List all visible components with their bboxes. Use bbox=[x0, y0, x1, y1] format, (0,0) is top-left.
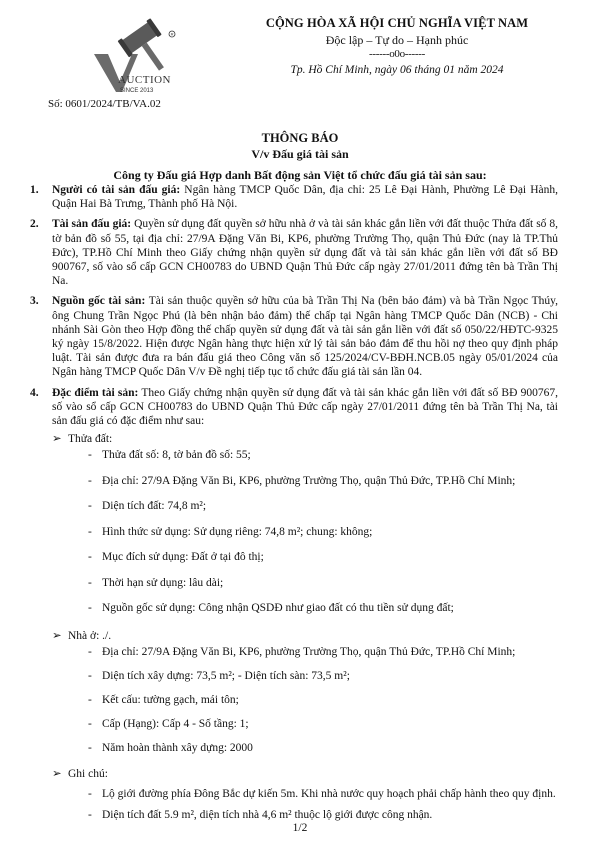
document-title: THÔNG BÁO bbox=[261, 131, 339, 145]
logo-wordmark: AUCTION bbox=[118, 74, 171, 86]
ghi-chu-heading: ➢ Ghi chú: bbox=[52, 768, 108, 781]
svg-text:R: R bbox=[170, 31, 174, 37]
place-date: Tp. Hồ Chí Minh, ngày 06 tháng 01 năm 2024 bbox=[290, 64, 504, 76]
section-text: Ngân hàng TMCP Quốc Dân, địa chỉ: 25 Lê Đại Hành, Phường Lê Đại Hành, Quận Hai Bà Trưng, Thành phố Hà Nội. bbox=[52, 184, 558, 211]
list-item: - Địa chỉ: 27/9A Đặng Văn Bi, KP6, phường Trường Thọ, quận Thủ Đức, TP.Hồ Chí Minh; bbox=[88, 646, 516, 659]
arrow-bullet-icon: ➢ bbox=[52, 768, 62, 781]
section-number: 3. bbox=[30, 295, 39, 308]
section-3 bbox=[30, 294, 558, 379]
section-text: Quyền sử dụng đất quyền sở hữu nhà ở và tài sản khác gắn liền với đất thuộc Thửa đất số 8, tờ bản đồ số 55, tại địa chỉ: 27/9A Đặng Văn Bi, KP6, phường Trường Thọ, quận Thủ Đức (nay là TP.Thủ Đức), TP.Hồ Chí Minh theo Giấy chứng nhận quyền sử dụng đất và tài sản khác gắn liền với đất số BĐ 900767, số vào sổ cấp GCN CH00783 do UBND Quận Thủ Đức cấp ngày 27/01/2011 đứng tên bà Trần Thị Na. bbox=[52, 218, 558, 288]
thua-dat-list bbox=[88, 446, 558, 625]
page-number: 1/2 bbox=[292, 822, 308, 834]
motto: Độc lập – Tự do – Hạnh phúc bbox=[325, 33, 469, 47]
section-1 bbox=[30, 183, 558, 211]
section-label: Nguồn gốc tài sản: bbox=[52, 295, 146, 308]
list-item: - Kết cấu: tường gạch, mái tôn; bbox=[88, 694, 239, 707]
logo-since: SINCE 2013 bbox=[120, 88, 154, 94]
section-number: 1. bbox=[30, 184, 39, 196]
section-text: Theo Giấy chứng nhận quyền sử dụng đất và tài sản khác gắn liền với đất số BĐ 900767, số vào sổ cấp GCN CH00783 do UBND Quận Thủ Đức cấp ngày 27/01/2011 đứng tên bà Trần Thị Na, tài sản đấu giá có đặc điểm như sau: bbox=[52, 386, 558, 428]
document-number: Số: 0601/2024/TB/VA.02 bbox=[48, 98, 161, 110]
list-item: - Mục đích sử dụng: Đất ở tại đô thị; bbox=[88, 551, 264, 564]
note-item: - Lộ giới đường phía Đông Bắc dự kiến 5m. Khi nhà nước quy hoạch phải chấp hành theo quy định. bbox=[88, 788, 556, 801]
company-logo bbox=[88, 14, 180, 100]
section-2 bbox=[30, 217, 558, 288]
document-body bbox=[30, 183, 558, 822]
separator: ------o0o------ bbox=[369, 48, 425, 60]
list-item: - Địa chỉ: 27/9A Đặng Văn Bi, KP6, phường Trường Thọ, quận Thủ Đức, TP.Hồ Chí Minh; bbox=[88, 474, 516, 487]
list-item: - Năm hoàn thành xây dựng: 2000 bbox=[88, 742, 253, 755]
list-item: - Nguồn gốc sử dụng: Công nhận QSDĐ như giao đất có thu tiền sử dụng đất; bbox=[88, 602, 454, 615]
section-label: Người có tài sản đấu giá: bbox=[52, 184, 181, 196]
list-item: - Thời hạn sử dụng: lâu dài; bbox=[88, 576, 224, 589]
arrow-bullet-icon: ➢ bbox=[52, 433, 62, 446]
section-text: Tài sản thuộc quyền sở hữu của bà Trần Thị Na (bên bảo đảm) và bà Trần Ngọc Thúy, ông Chung Trần Ngọc Phú (là bên nhận bảo đảm) thế chấp tại Ngân hàng TMCP Quốc Dân (NCB) - Chi nhánh Sài Gòn theo Hợp đồng thế chấp quyền sử dụng đất và tài sản gắn liền với đất số 050/22/HĐTC-9325 ký ngày 15/8/2022. Hiện được Ngân hàng thực hiện xử lý tài sản bảo đảm để thu hồi nợ theo quy định pháp luật. Tài sản được đưa ra bán đấu giá theo Công văn số 125/2024/CV-BĐH.NCB.05 ngày 05/01/2024 của Ngân hàng TMCP Quốc Dân V/v Đề nghị tiếp tục tổ chức đấu giá tài sản lần 04. bbox=[52, 295, 558, 379]
section-number: 4. bbox=[30, 386, 39, 399]
list-item: - Diện tích xây dựng: 73,5 m²; - Diện tích sàn: 73,5 m²; bbox=[88, 670, 350, 683]
national-header bbox=[232, 16, 562, 76]
section-label: Tài sản đấu giá: bbox=[52, 218, 132, 231]
section-4 bbox=[30, 386, 558, 429]
arrow-bullet-icon: ➢ bbox=[52, 629, 62, 642]
list-item: - Thửa đất số: 8, tờ bản đồ số: 55; bbox=[88, 449, 251, 462]
section-number: 2. bbox=[30, 218, 39, 231]
section-label: Đặc điểm tài sản: bbox=[52, 386, 139, 399]
note-item: - Diện tích đất 5.9 m², diện tích nhà 4,6 m² thuộc lộ giới được công nhận. bbox=[88, 808, 433, 821]
intro-line: Công ty Đấu giá Hợp danh Bất động sản Việt tổ chức đấu giá tài sản sau: bbox=[113, 168, 487, 182]
document-subtitle: V/v Đấu giá tài sản bbox=[251, 147, 349, 161]
nation-title: CỘNG HÒA XÃ HỘI CHỦ NGHĨA VIỆT NAM bbox=[265, 16, 529, 30]
nha-o-heading: ➢ Nhà ở: ./. bbox=[52, 629, 112, 642]
list-item: - Diện tích đất: 74,8 m²; bbox=[88, 500, 207, 513]
list-item: - Hình thức sử dụng: Sử dụng riêng: 74,8 m²; chung: không; bbox=[88, 525, 373, 538]
list-item: - Cấp (Hạng): Cấp 4 - Số tầng: 1; bbox=[88, 718, 249, 731]
thua-dat-heading: ➢ Thửa đất: bbox=[52, 433, 113, 446]
nha-o-list bbox=[88, 643, 558, 763]
ghi-chu-list bbox=[88, 787, 558, 821]
